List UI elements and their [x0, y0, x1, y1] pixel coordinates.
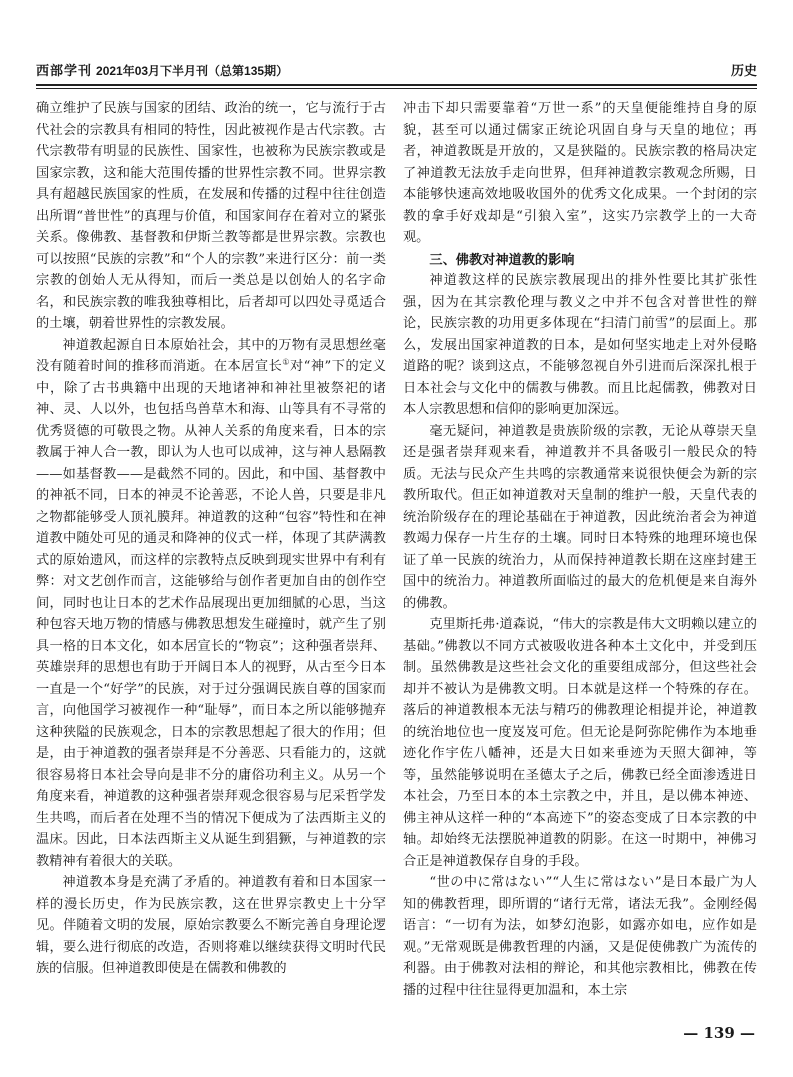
- left-column: [36, 98, 386, 980]
- paragraph-text: 神道教起源自日本原始社会，其中的万物有灵思想丝毫没有随着时间的推移而消逝。在本居宣长: [36, 337, 386, 374]
- paragraph: “世の中に常はない”“人生に常はない”是日本最广为人知的佛教哲理，即所谓的“诸行无常，诸法无我”。金刚经偈语言：“一切有为法，如梦幻泡影，如露亦如电，应作如是观。”无常观既是佛教哲理的内涵，又是促使佛教广为流传的利器。由于佛教对法相的辩论，和其他宗教相比，佛教在传播的过程中往往显得更加温和，本土宗: [403, 875, 757, 998]
- paragraph-text: 对“神”下的定义中，除了古书典籍中出现的天地诸神和神社里被祭祀的诸神、灵、人以外，也包括鸟兽草木和海、山等具有不寻常的优秀贤德的可敬畏之物。从神人关系的角度来看，日本的宗教属于神人合一教，即认为人也可以成神，这与神人悬隔教——如基督教——是截然不同的。因此，和中国、基督教中的神祇不同，日本的神灵不论善恶，不论人兽，只要是非凡之物都能够受人顶礼膜拜。神道教的这种“包容”特性和在神道教中随处可见的通灵和降神的仪式一样，体现了其萨满教式的原始遗风，而这样的宗教特点反映到现实世界中有利有弊：对文艺创作而言，这能够给与创作者更加自由的创作空间，同时也让日本的艺术作品展现出更加细腻的心思，当这种包容天地万物的情感与佛教思想发生碰撞时，就产生了别具一格的日本文化，如本居宣长的“物哀”；这种强者崇拜、英雄崇拜的思想也有助于开阔日本人的视野，从古至今日本一直是一个“好学”的民族，对于过分强调民族自尊的国家而言，向他国学习被视作一种“耻辱”，而日本之所以能够抛弃这种狭隘的民族观念，日本的宗教思想起了很大的作用；但是，由于神道教的强者崇拜是不分善恶、只看能力的，这就很容易将日本社会导向是非不分的庸俗功利主义。从另一个角度来看，神道教的这种强者崇拜观念很容易与尼采哲学发生共鸣，而后者在处理不当的情况下便成为了法西斯主义的温床。因此，日本法西斯主义从诞生到猖獗，与神道教的宗教精神有着很大的关联。: [36, 359, 387, 869]
- paragraph: 确立维护了民族与国家的团结、政治的统一，它与流行于古代社会的宗教具有相同的特性，因此被视作是古代宗教。古代宗教带有明显的民族性、国家性，也被称为民族宗教或是国家宗教，这和能大范围传播的世界性宗教不同。世界宗教具有超越民族国家的性质，在发展和传播的过程中往往创造出所谓“普世性”的真理与价值，和国家间存在着对立的紧张关系。像佛教、基督教和伊斯兰教等都是世界宗教。宗教也可以按照“民族的宗教”和“个人的宗教”来进行区分：前一类宗教的创始人无从得知，而后一类总是以创始人的名字命名，和民族宗教的唯我独尊相比，后者却可以四处寻觅适合的土壤，朝着世界性的宗教发展。: [36, 101, 386, 331]
- page-number: — 139 —: [683, 1024, 755, 1042]
- section-heading: 三、佛教对神道教的影响: [429, 251, 575, 267]
- paragraph: 冲击下却只需要靠着“万世一系”的天皇便能维持自身的原貌，甚至可以通过儒家正统论巩固自身与天皇的地位；再者，神道教既是开放的，又是狭隘的。民族宗教的格局决定了神道教无法放手走向世界，但拜神道教宗教观念所赐，日本能够快速高效地吸收国外的优秀文化成果。一个封闭的宗教的拿手好戏却是“引狼入室”，这实乃宗教学上的一大奇观。: [403, 101, 757, 245]
- right-column: [403, 98, 757, 1001]
- section-label: 历史: [730, 63, 757, 78]
- journal-name: 西部学刊: [36, 64, 93, 79]
- paragraph: 克里斯托弗·道森说，“伟大的宗教是伟大文明赖以建立的基础。”佛教以不同方式被吸收进各种本土文化中，并受到压制。虽然佛教是这些社会文化的重要组成部分，但这些社会却并不被认为是佛教文明。日本就是这样一个特殊的存在。落后的神道教根本无法与精巧的佛教理论相提并论，神道教的统治地位也一度岌岌可危。但无论是阿弥陀佛作为本地垂迹化作宇佐八幡神，还是大日如来垂迹为天照大御神，等等，虽然能够说明在圣德太子之后，佛教已经全面渗透进日本社会，乃至日本的本土宗教之中，并且，是以佛本神迹、佛主神从这样一种的“本高迹下”的姿态变成了日本宗教的中轴。却始终无法摆脱神道教的阴影。在这一时期中，神佛习合正是神道教保存自身的手段。: [403, 617, 757, 869]
- paragraph: [36, 335, 386, 873]
- paragraph: 毫无疑问，神道教是贵族阶级的宗教，无论从尊崇天皇还是强者崇拜观来看，神道教并不具备吸引一般民众的特质。无法与民众产生共鸣的宗教通常来说很快便会为新的宗教所取代。但正如神道教对天皇制的维护一般，天皇代表的统治阶级存在的理论基础在于神道教，因此统治者会为神道教竭力保存一片生存的土壤。同时日本特殊的地理环境也保证了单一民族的统治力，从而保持神道教长期在这座封建王国中的统治力。神道教所面临过的最大的危机便是来自海外的佛教。: [403, 423, 757, 611]
- header-rule-thin: [36, 88, 757, 89]
- footnote-marker: ①: [282, 357, 290, 367]
- issue-info: 2021年03月下半月刊（总第135期）: [96, 64, 289, 78]
- journal-title: [36, 60, 288, 79]
- paragraph: 神道教本身是充满了矛盾的。神道教有着和日本国家一样的漫长历史，作为民族宗教，这在世界宗教史上十分罕见。伴随着文明的发展，原始宗教要么不断完善自身理论逻辑，要么进行彻底的改造，否则将难以继续获得文明时代民族的信服。但神道教即使是在儒教和佛教的: [36, 875, 386, 976]
- paragraph: 神道教这样的民族宗教展现出的排外性要比其扩张性强，因为在其宗教伦理与教义之中并不包含对普世性的辩论，民族宗教的功用更多体现在“扫清门前雪”的层面上。那么，发展出国家神道教的日本，是如何坚实地走上对外侵略道路的呢？谈到这点，不能够忽视自外引进而后深深扎根于日本社会与文化中的儒教与佛教。而且比起儒教，佛教对日本人宗教思想和信仰的影响更加深远。: [403, 273, 757, 417]
- running-header: [36, 58, 757, 84]
- header-rule: [36, 84, 757, 86]
